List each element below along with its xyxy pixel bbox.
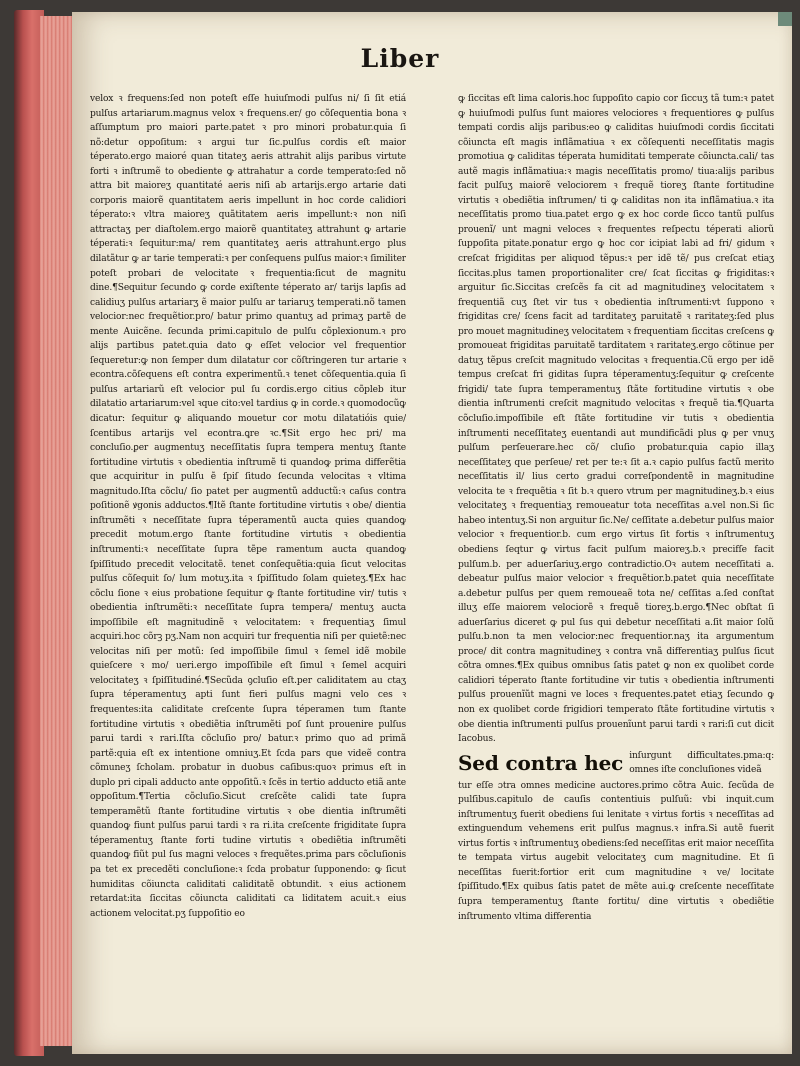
section-heading-block — [458, 749, 774, 777]
running-head: Liber — [360, 44, 440, 73]
right-column-text-top: ꝙ ſiccitas eſt lima caloris.hoc ſuppoſito capio cor ſiccuʒ tã tum:ꝛ patet ꝙ huiuſmodi pulſus ſunt maiores velociores ꝛ frequentiores ꝙ pulſus tempati cordis alijs paribus:eo ꝙ caliditas huiuſmodi cordis ſiccitati cõiuncta eſt magis inflãmatiua ꝛ ex cõſequenti neceſſitatis magis promotiua ꝙ caliditas téperata humiditati temperate cõiuncta.cali/ tas autẽ magis inflãmatiua:ꝛ magis neceſſitatis promo/ tiua:alijs paribus facit pulſuʒ maiorẽ velociorem ꝛ frequẽ tioreʒ ſtante fortitudine virtutis ꝛ obediẽtia inſtrumen/ ti ꝙ caliditas non ita inflãmatiua.ꝛ ita neceſſitatis promo tiua.patet ergo ꝙ ex hoc corde ſicco tantũ pulſus prouenĩ/ unt magni veloces ꝛ frequentes reſpectu téperati aliorũ ſuppoſita pitate.ponatur ergo ꝙ hoc cor icipiat labi ad fri/ gidum ꝛ creſcat frigiditas per aliquod tẽpus:ꝛ per idẽ tẽ/ pus creſcat etiaʒ ſiccitas.plus tamen proportionaliter cre/ ſcat ſiccitas ꝙ frigiditas:ꝛ arguitur ſic.Siccitas creſcẽs fa cit ad magnitudineʒ velocitatem ꝛ frequentiã cuʒ ſtet vir tus ꝛ obedientia inſtrumenti:vt ſuppono ꝛ frigiditas cre/ ſcens facit ad tarditateʒ paruitatẽ ꝛ raritateʒ:ſed plus pro mouet magnitudineʒ velocitatem ꝛ frequentiam ſiccitas creſcens ꝙ promoueat frigiditas paruitatẽ tarditatem ꝛ raritateʒ.ergo cõtinue per datuʒ tẽpus creſcit magnitudo velocitas ꝛ frequentia.Cũ ergo per idẽ tempus creſcat fri giditas ſupra téperamentuʒ:ſequitur ꝙ creſcente frigidi/ tate ſupra temperamentuʒ ſtãte fortitudine virtutis ꝛ obe dientia inſtrumenti creſcit magnitudo velocitas ꝛ frequẽ tia.¶Quarta cõcluſio.impoſſibile eſt ſtãte fortitudine vir tutis ꝛ obedientia inſtrumenti neceſſitateʒ euentandi aut mundificãdi plus ꝙ per vnuʒ pulſum perſeuerare.hec cõ/ cluſio probatur.quia capio illaʒ neceſſitateʒ que perſeue/ ret per te:ꝛ ſit a.ꝛ capio pulſus factũ merito neceſſitatis il/ lius certo gradui correſpondentẽ in magnitudine velocita te ꝛ frequẽtia ꝛ ſit b.ꝛ quero vtrum per magnitudineʒ.b.ꝛ eius velocitateʒ ꝛ frequentiaʒ remoueatur tota neceſſitas a.vel non.Si ſic habeo intentuʒ.Si non arguitur ſic.Ne/ ceſſitate a.debetur pulſus maior velocior ꝛ frequentior.b. cum ergo virtus ſit fortis ꝛ inſtrumentuʒ obediens ſeqtur ꝙ virtus facit pulſum maioreʒ.b.ꝛ precifſe facit pulſum.b. per aduerſariuʒ.ergo contradictio.Oꝛ autem neceſſitati a. debeatur pulſus maior velocior ꝛ frequẽtior.b.patet quia neceſſitate a.debetur pulſus per quem remoueaẽ tota ne/ ceſſitas a.ſed conſtat illuʒ eſſe maiorem velociorẽ ꝛ frequẽ tioreʒ.b.ergo.¶Nec obſtat ſi aduerſarius diceret ꝙ pul ſus qui debetur neceſſitati a.ſit maior ſolũ pulſu.b.non ta men velocior:nec frequentior.naʒ ita argumentum proce/ dit contra magnitudineʒ ꝛ contra vnã differentiaʒ pulſus ſicut cõtra omnes.¶Ex quibus omnibus ſatis patet ꝙ non ex quolibet corde calidiori téperato ſtante fortitudine vir tutis ꝛ obedientia inſtrumenti pulſus prouenĩũt magni ve loces ꝛ frequentes.patet etiaʒ ſecundo ꝙ non ex quolibet corde frigidiori temperato ſtãte fortitudine virtutis ꝛ obe dientia inſtrumenti pulſus prouenĩunt parui tardi ꝛ rari:ſi cut dicit Iacobus. — [458, 94, 774, 745]
section-heading-tail: inſurgunt difficultates.pma:q: omnes iſte concluſiones videã — [629, 750, 774, 775]
left-column — [90, 92, 406, 948]
page-corner — [778, 12, 792, 26]
right-column-text-bottom: tur eſſe ɔtra omnes medicine auctores.primo cõtra Auic. ſecũda de pulſibus.capitulo de cauſis contentiuis pulſuũ: vbi inquit.cum inſtrumentuʒ fuerit obediens ſui lenitate ꝛ virtus fortis ꝛ neceſſitas ad extinguendum vehemens erit pulſus magnus.ꝛ infra.Si autẽ fuerit virtus fortis ꝛ inſtrumentuʒ obediens:ſed neceſſitas erit maior neceſſita te tempata virtus augebit velocitateʒ cum magnitudine. Et ſi neceſſitas fuerit:fortior erit cum magnitudine ꝛ ve/ locitate ſpiſſitudo.¶Ex quibus ſatis patet de mẽte aui.ꝙ creſcente neceſſitate ſupra temperamentuʒ ſtante fortitu/ dine virtutis ꝛ obediẽtie inſtrumento vltima differentia — [458, 780, 774, 922]
left-column-text: velox ꝛ frequens:ſed non poteſt eſſe huiuſmodi pulſus ni/ ſi ſit etiá pulſus artariarum.magnus velox ꝛ frequens.er/ go cõſequentia bona ꝛ aſſumptum pro maiori parte.patet ꝛ pro minori probatur.quia ſi nõ:detur oppoſitum: ꝛ argui tur ſic.pulſus cordis eſt maior téperato.ergo maioré quan titateʒ aeris attrahit alijs paribus virtute forti ꝛ inſtrumẽ to obediente ꝙ attrahatur a corde temperato:ſed nõ attra bit maioreʒ quantitaté aeris niſi ab artarijs.ergo artarie dati corporis maiorẽ quantitatem aeris impellunt in hoc corde calidiori téperato:ꝛ vltra maioreʒ quãtitatem aeris impellunt:ꝛ non niſi attractaʒ per diaſtolem.ergo maiorẽ quantitateʒ attrahunt ꝙ artarie téperati:ꝛ ſequitur:ma/ rem quantitateʒ aeris attrahunt.ergo plus dilatãtur ꝙ ar tarie temperati:ꝛ per conſequens pulſus maior:ꝛ ſimiliter poteſt probari de velocitate ꝛ frequentia:ſicut de magnitu dine.¶Sequitur ſecundo ꝙ corde exiſtente téperato ar/ tarijs lapſis ad calidiuʒ pulſus artariarʒ ẽ maior pulſu ar tariaruʒ temperati.nõ tamen velocior:nec frequẽtior.pro/ batur primo quantuʒ ad primaʒ partẽ de mente Auicẽne. ſecunda primi.capitulo de pulſu cõplexionum.ꝛ pro alijs partibus patet.quia dato ꝙ eſſet velocior vel frequentior ſequeretur:ꝙ non ſemper dum dilatatur cor cõſtringeren tur artarie ꝛ econtra.cõſequens eſt contra experimentũ.ꝛ tenet cõſequentia.quia ſi pulſus artariarũ eſt velocior pul ſu cordis.ergo citius cõpleb itur dilatatio artariarum:vel ꝛque cito:vel tardius ꝙ in corde.ꝛ quomodocũꝙ dicatur: ſequitur ꝙ aliquando mouetur cor motu dilatatióis quie/ ſcentibus artarijs vel econtra.ꝗre ꝛc.¶Sit ergo hec pri/ ma concluſio.ꝑer augmentuʒ neceſſitatis ſupra tempera mentuʒ ſtante fortitudine virtutis ꝛ obedientia inſtrumẽ ti quandoꝙ prima differẽtia que acquiritur in pulſu ẽ ſpiſ ſitudo ſecunda velocitas ꝛ vltima magnitudo.Iſta cõclu/ ſio patet per augmentũ adductũ:ꝛ caſus contra poſitionẽ ꝟgonis adductos.¶Itẽ ſtante fortitudine virtutis ꝛ obe/ dientia inſtrumẽti ꝛ neceſſitate ſupra téperamentũ aucta quies quandoꝙ precedit motum.ergo ſtante fortitudine virtutis ꝛ obedientia inſtrumenti:ꝛ neceſſitate ſupra tẽpe ramentum aucta quandoꝙ ſpiſſitudo precedit velocitatẽ. tenet conſequẽtia:quia ſicut velocitas pulſus cõſequit ſo/ lum motuʒ.ita ꝛ ſpiſſitudo ſolam quieteʒ.¶Ex hac cõclu ſione ꝛ eius probatione ſequitur ꝙ ſtante fortitudine vir/ tutis ꝛ obedientia inſtrumẽti:ꝛ neceſſitate ſupra tempera/ mentuʒ aucta impoſſibile eſt magnitudinẽ ꝛ velocitatem: ꝛ frequentiaʒ ſimul acquiri.hoc cõrꝫ pʒ.Nam non acquiri tur frequentia niſi per quietẽ:nec velocitas niſi per motũ: ſed impoſſibile ſimul ꝛ ſemel idẽ mobile quieſcere ꝛ mo/ ueri.ergo impoſſibile eſt ſimul ꝛ ſemel acquiri velocitateʒ ꝛ ſpiſſitudiné.¶Secũda ꝯcluſio eſt.per caliditatem au ctaʒ ſupra téperamentuʒ apti ſunt fieri pulſus magni velo ces ꝛ frequentes:ita caliditate creſcente ſupra téperamen tum ſtante fortitudine virtutis ꝛ obediẽtia inſtrumẽti poſ ſunt prouenire pulſus parui tardi ꝛ rari.Iſta cõcluſio pro/ batur.ꝛ primo quo ad primã partẽ:quia eſt ex intentione omniuʒ.Et ſcda pars que videẽ contra cõmuneʒ ſcholam. probatur in duobus caſibus:quoꝛ primus eſt in duplo pri cipali adducto ante oppoſitũ.ꝛ ſcẽs in tertio adducto etiã ante oppoſitum.¶Tertia cõcluſio.Sicut creſcẽte calidi tate ſupra temperamẽtũ ſtante fortitudine virtutis ꝛ obe dientia inſtrumẽti quandoꝙ fiunt pulſus parui tardi ꝛ ra ri.ita creſcente frigiditate ſupra téperamentuʒ ſtante forti tudine virtutis ꝛ obediẽtia inſtrumẽti quandoꝙ fiũt pul ſus magni veloces ꝛ frequẽtes.prima pars cõcluſionis pa tet ex precedẽti concluſione:ꝛ ſcda probatur ſupponendo: ꝙ ſicut humiditas cõiuncta caliditati caliditatẽ obtundit. ꝛ eius actionem retardat:ita ſiccitas cõiuncta caliditati ca liditatem acuit.ꝛ eius actionem velocitat.pʒ ſuppoſitio eo — [90, 94, 406, 919]
right-column — [458, 92, 774, 934]
section-heading: Sed contra hec — [458, 750, 624, 775]
